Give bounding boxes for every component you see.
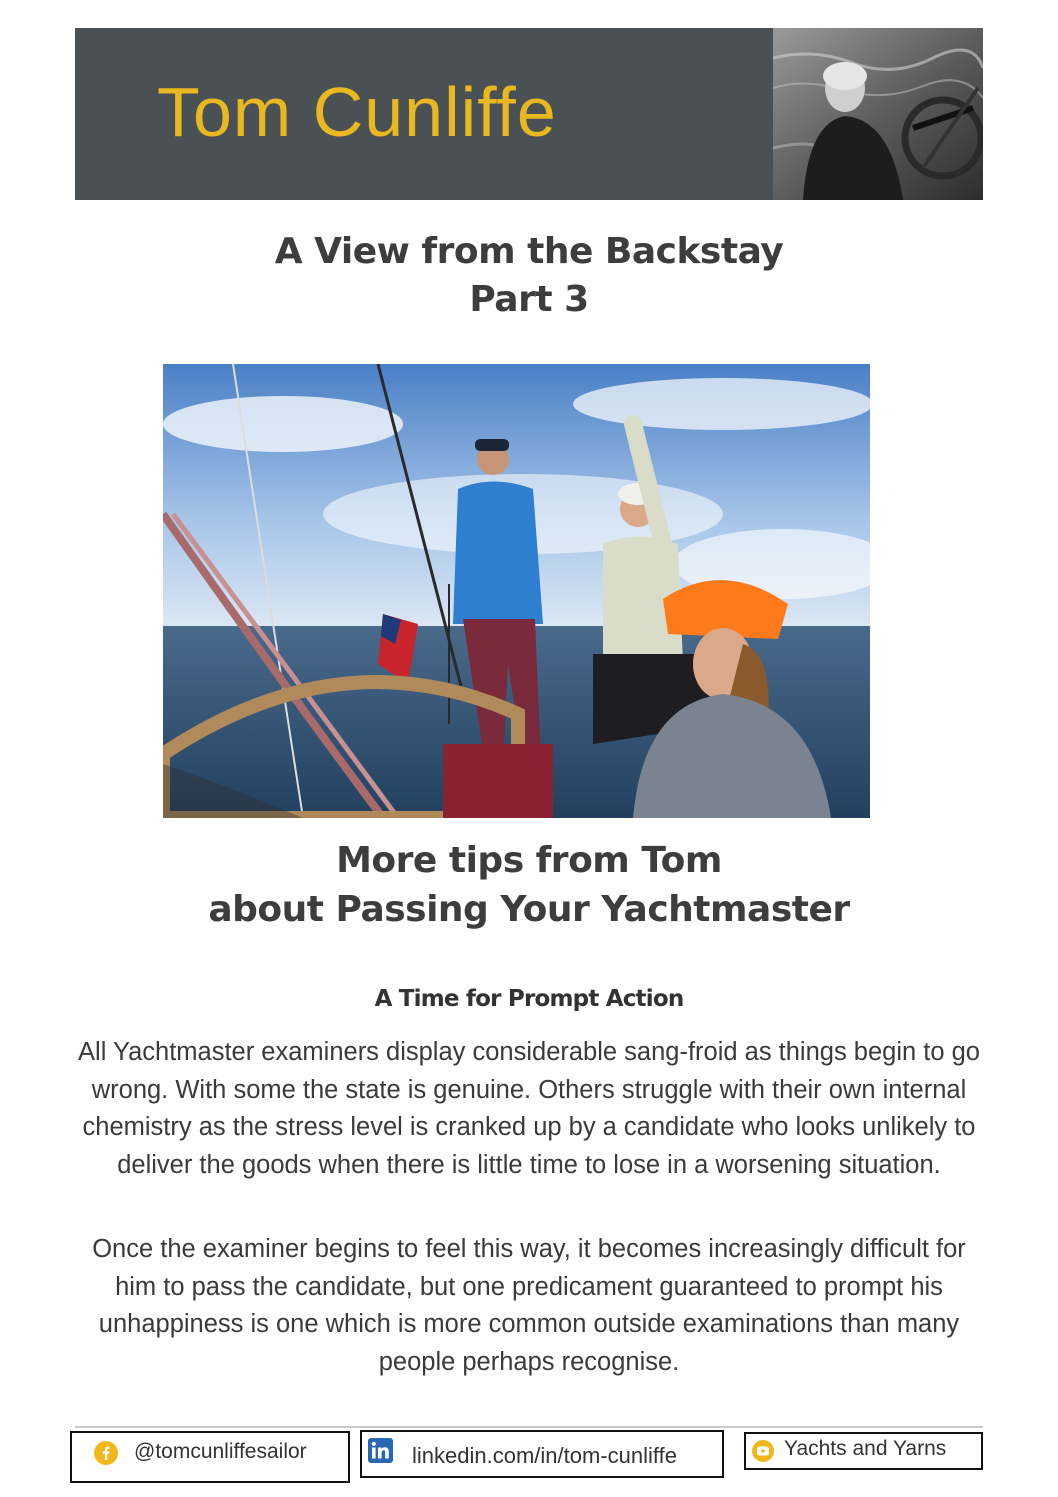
page-title <box>0 228 1058 324</box>
linkedin-url: linkedin.com/in/tom-cunliffe <box>412 1443 677 1468</box>
article-subtitle <box>0 836 1058 934</box>
linkedin-link[interactable] <box>360 1430 724 1478</box>
sailing-photo <box>163 364 870 818</box>
facebook-icon <box>94 1441 118 1465</box>
article-paragraph-1: All Yachtmaster examiners display considerable sang-froid as things begin to go wrong. With some the state is genuine. Others struggle with their own internal chemistry as the stress level is cranked up by a candidate who looks unlikely to deliver the goods when there is little time to lose in a worsening situation. <box>78 1038 980 1179</box>
linkedin-icon <box>368 1438 393 1463</box>
author-portrait <box>773 28 983 200</box>
facebook-link[interactable] <box>70 1431 350 1483</box>
article-subtitle-line1: More tips from Tom <box>336 840 722 881</box>
banner-title: Tom Cunliffe <box>157 73 557 151</box>
youtube-link[interactable] <box>744 1432 983 1470</box>
article-paragraph-2: Once the examiner begins to feel this way, it becomes increasingly difficult for him to pass the candidate, but one predicament guaranteed to prompt his unhappiness is one which is more common outside examinations than many people perhaps recognise. <box>92 1235 966 1376</box>
article-subtitle-line2: about Passing Your Yachtmaster <box>208 889 850 930</box>
section-heading: A Time for Prompt Action <box>374 986 684 1012</box>
page-title-line2: Part 3 <box>469 279 589 320</box>
youtube-icon <box>752 1440 774 1462</box>
header-banner <box>75 28 983 200</box>
facebook-handle: @tomcunliffesailor <box>134 1440 307 1463</box>
footer-divider <box>75 1426 983 1428</box>
page-title-line1: A View from the Backstay <box>274 231 784 272</box>
youtube-channel: Yachts and Yarns <box>784 1437 947 1460</box>
